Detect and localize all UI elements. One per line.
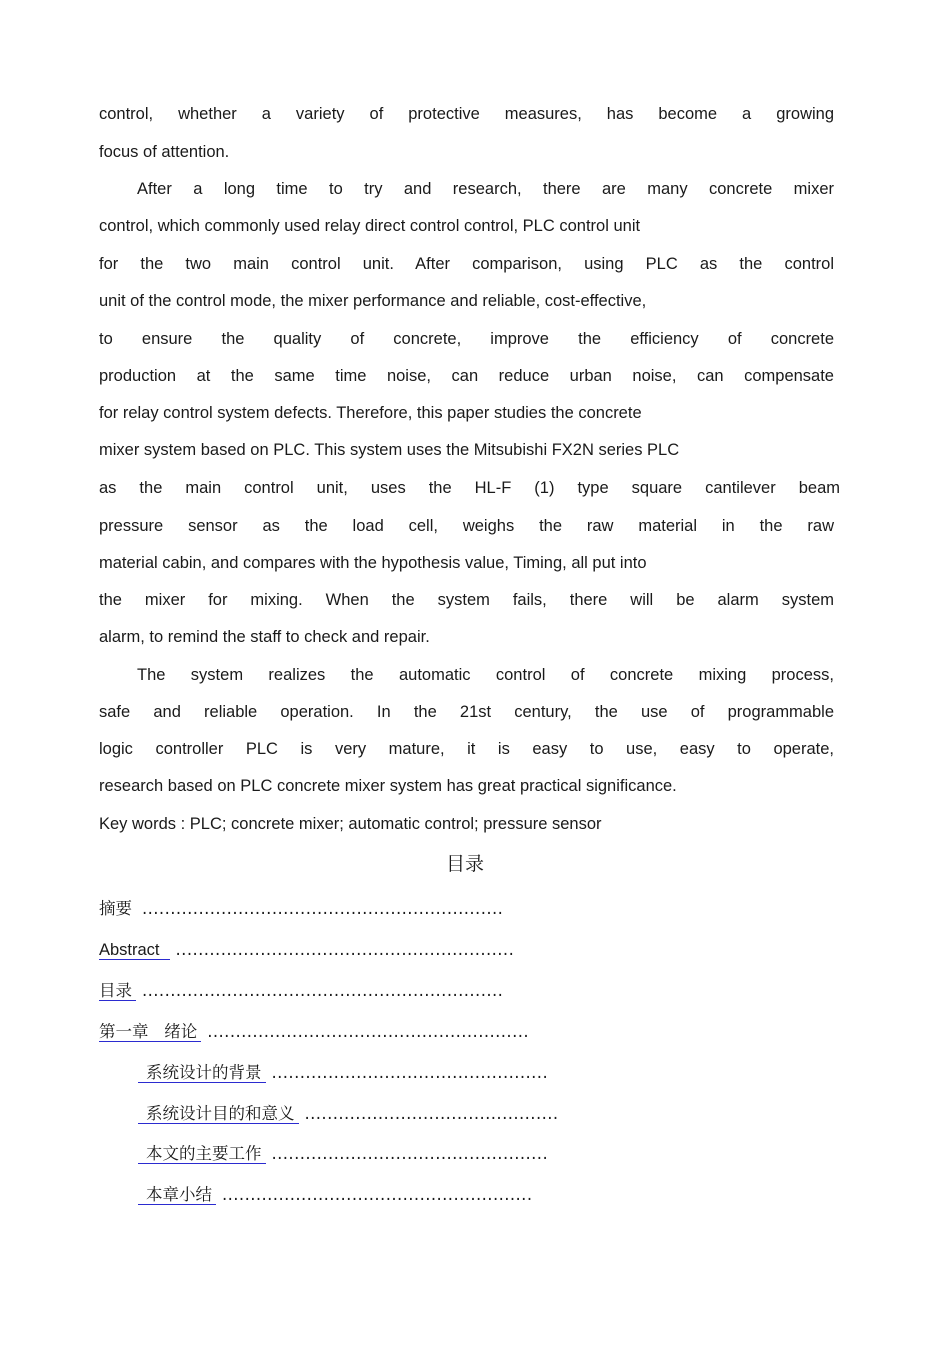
abstract-line: pressure sensor as the load cell, weighs the raw material in the raw [99,517,834,535]
abstract-line: The system realizes the automatic control of concrete mixing process, [137,666,834,684]
toc-entry-label[interactable]: 系统设计的背景 [138,1063,266,1083]
toc-entry-label[interactable]: 本章小结 [138,1185,216,1205]
abstract-line: for the two main control unit. After comparison, using PLC as the control [99,255,834,273]
toc-leader-dots: ....................................................... [222,1185,533,1204]
toc-entry-section-main-work[interactable] [138,1143,548,1165]
toc-leader-dots: ................................................................ [142,899,504,918]
abstract-line: After a long time to try and research, there are many concrete mixer [137,180,834,198]
abstract-line: the mixer for mixing. When the system fails, there will be alarm system [99,591,834,609]
toc-leader-dots: ................................................. [271,1144,549,1163]
abstract-line: research based on PLC concrete mixer system has great practical significance. [99,777,677,795]
toc-title: 目录 [445,853,484,875]
toc-entry-label[interactable]: 第一章 绪论 [99,1022,201,1042]
toc-entry-chapter-1[interactable] [99,1021,529,1043]
abstract-line: unit of the control mode, the mixer performance and reliable, cost-effective, [99,292,647,310]
toc-leader-dots: ................................................................ [142,981,504,1000]
toc-entry-section-summary[interactable] [138,1184,532,1206]
abstract-line: control, whether a variety of protective measures, has become a growing [99,105,834,123]
abstract-line: mixer system based on PLC. This system uses the Mitsubishi FX2N series PLC [99,441,680,459]
toc-entry-contents[interactable] [99,980,503,1002]
abstract-line: alarm, to remind the staff to check and repair. [99,628,430,646]
toc-entry-section-background[interactable] [138,1062,548,1084]
abstract-line: material cabin, and compares with the hypothesis value, Timing, all put into [99,554,647,572]
toc-leader-dots: ......................................................... [207,1022,530,1041]
toc-entry-abstract-en[interactable] [99,939,514,961]
toc-leader-dots: ............................................................ [175,940,515,959]
toc-entry-section-purpose[interactable] [138,1103,559,1125]
abstract-line: logic controller PLC is very mature, it is easy to use, easy to operate, [99,740,834,758]
toc-entry-label[interactable]: Abstract [99,941,170,960]
abstract-line: control, which commonly used relay direct control control, PLC control unit [99,217,641,235]
toc-leader-dots: ............................................. [304,1104,559,1123]
abstract-line: as the main control unit, uses the HL-F (1) type square cantilever beam [99,479,840,497]
toc-entry-label[interactable]: 系统设计目的和意义 [138,1104,299,1124]
abstract-line: for relay control system defects. Therefore, this paper studies the concrete [99,404,642,422]
toc-entry-abstract-cn[interactable] [99,898,503,920]
toc-entry-label[interactable]: 目录 [99,981,136,1001]
abstract-line: focus of attention. [99,143,230,161]
abstract-line: safe and reliable operation. In the 21st century, the use of programmable [99,703,834,721]
toc-leader-dots: ................................................. [271,1063,549,1082]
toc-entry-label[interactable]: 摘要 [99,899,132,918]
abstract-line: to ensure the quality of concrete, improve the efficiency of concrete [99,330,834,348]
keywords-line: Key words : PLC; concrete mixer; automatic control; pressure sensor [99,815,602,833]
abstract-line: production at the same time noise, can reduce urban noise, can compensate [99,367,834,385]
toc-entry-label[interactable]: 本文的主要工作 [138,1144,266,1164]
